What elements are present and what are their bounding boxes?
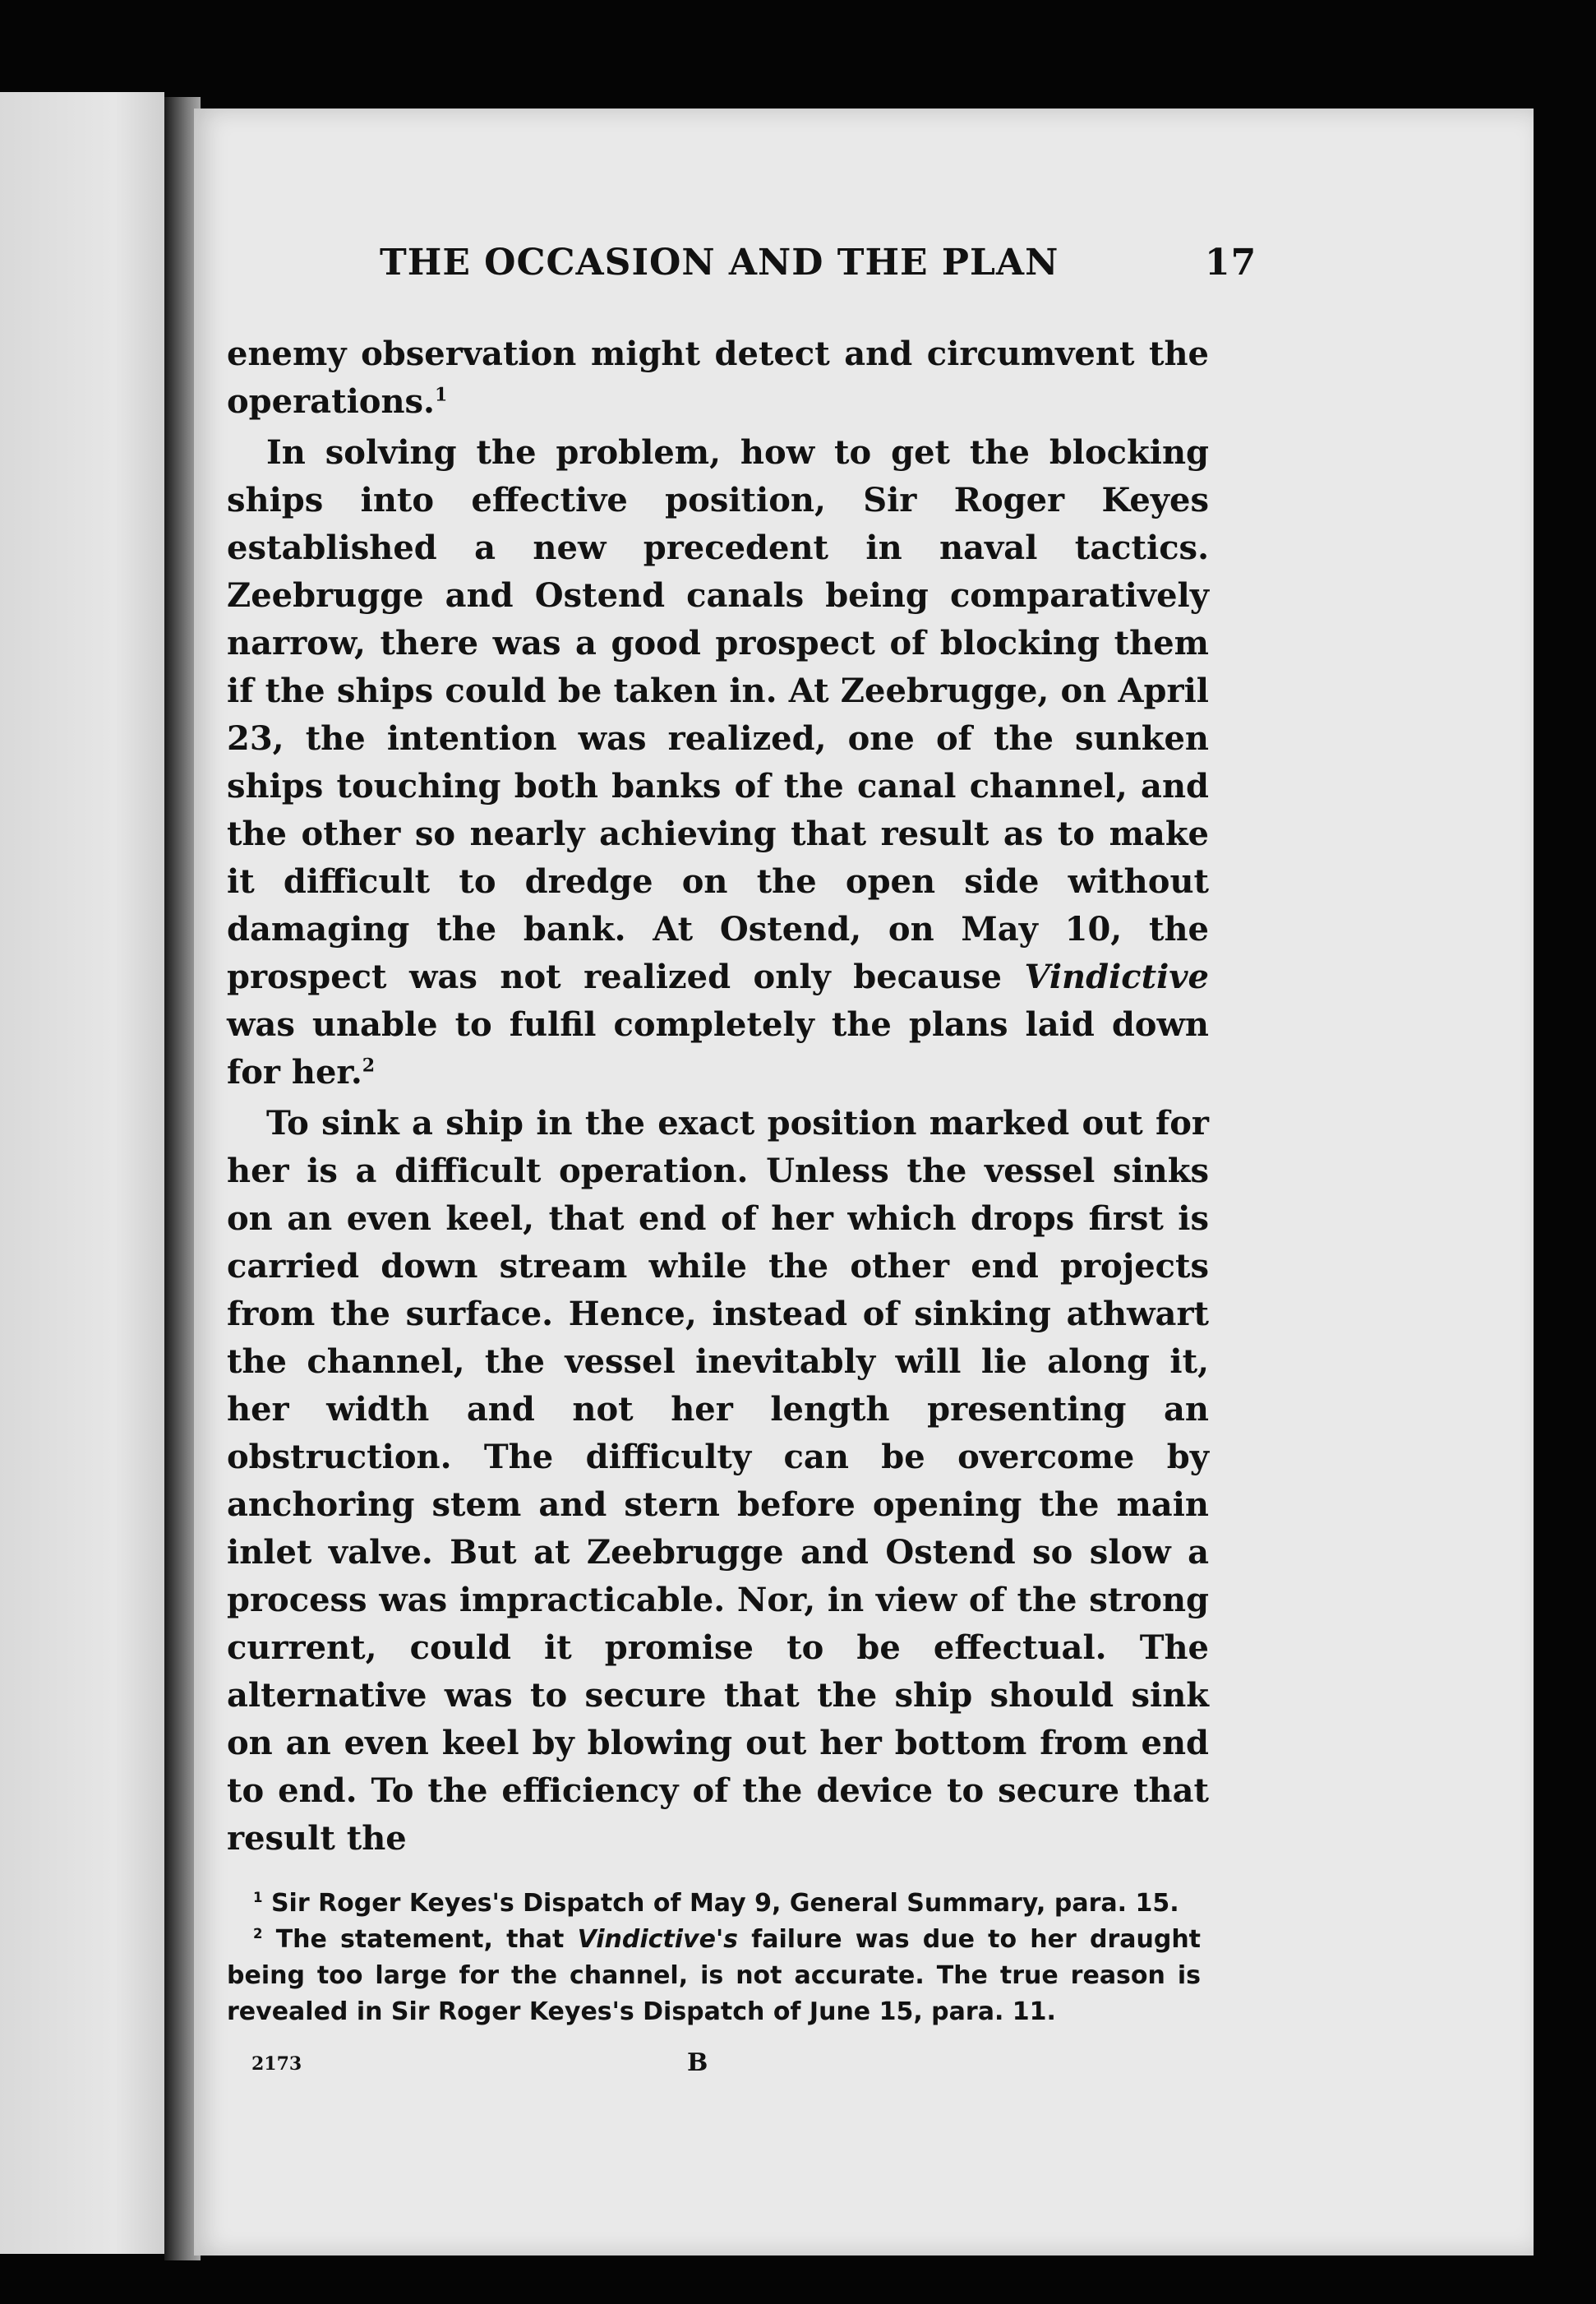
body-text	[227, 330, 1209, 1863]
paragraph-text: was unable to fulfil completely the plans laid down for her.	[227, 1005, 1209, 1092]
running-header	[227, 242, 1257, 291]
footnote-ref: 2	[362, 1055, 376, 1077]
footnote-marker: 2	[253, 1926, 263, 1942]
paragraph-text: In solving the problem, how to get the blocking ships into effective position, Sir Roger Keyes established a new precedent in naval tactics. Zeebrugge and Ostend canals being comparatively narrow, there was a good prospect of blocking them if the ships could be taken in. At Zeebrugge, on April 23, the intention was realized, one of the sunken ships touching both banks of the canal channel, and the other so nearly achieving that result as to make it difficult to dredge on the open side without damaging the bank. At Ostend, on May 10, the prospect was not realized only because	[227, 433, 1209, 996]
running-title: THE OCCASION AND THE PLAN	[380, 242, 1059, 284]
footnotes	[227, 1886, 1201, 2030]
footnote-text: The statement, that	[275, 1925, 565, 1954]
signature-line	[227, 2048, 1213, 2098]
signature-mark: B	[687, 2048, 708, 2077]
page-number: 17	[1205, 242, 1257, 284]
footnote	[227, 1886, 1201, 1922]
ship-name: Vindictive	[1024, 958, 1209, 996]
facing-page-edge	[0, 92, 164, 2254]
page-content	[227, 242, 1257, 2098]
footnote-text: failure was due to her draught being too large for the channel, is not accurate. The true reason is revealed in Sir Roger Keyes's Dispatch of June 15, para. 11.	[227, 1925, 1202, 2026]
footnote-marker: 1	[253, 1890, 263, 1905]
dust-speck	[1501, 265, 1505, 269]
paragraph-text: To sink a ship in the exact position marked out for her is a difficult operation. Unless the vessel sinks on an even keel, that end of her which drops first is carried down stream while the other end projects from the surface. Hence, instead of sinking athwart the channel, the vessel inevitably will lie along it, her width and not her length presenting an obstruction. The difficulty can be overcome by anchoring stem and stern before opening the main inlet valve. But at Zeebrugge and Ostend so slow a process was impracticable. Nor, in view of the strong current, could it promise to be effectual. The alternative was to secure that the ship should sink on an even keel by blowing out her bottom from end to end. To the efficiency of the device to secure that result the	[227, 1104, 1209, 1858]
paragraph	[227, 429, 1209, 1097]
footnote-text: Sir Roger Keyes's Dispatch of May 9, General Summary, para. 15.	[270, 1889, 1179, 1918]
ship-name: Vindictive's	[577, 1925, 739, 1954]
printer-mark: 2173	[251, 2053, 302, 2075]
paragraph-text: enemy observation might detect and circumvent the operations.	[227, 335, 1209, 421]
paragraph	[227, 1100, 1209, 1863]
book-page	[194, 109, 1534, 2256]
footnote-ref: 1	[434, 384, 448, 406]
footnote	[227, 1922, 1201, 2030]
paragraph	[227, 330, 1209, 426]
